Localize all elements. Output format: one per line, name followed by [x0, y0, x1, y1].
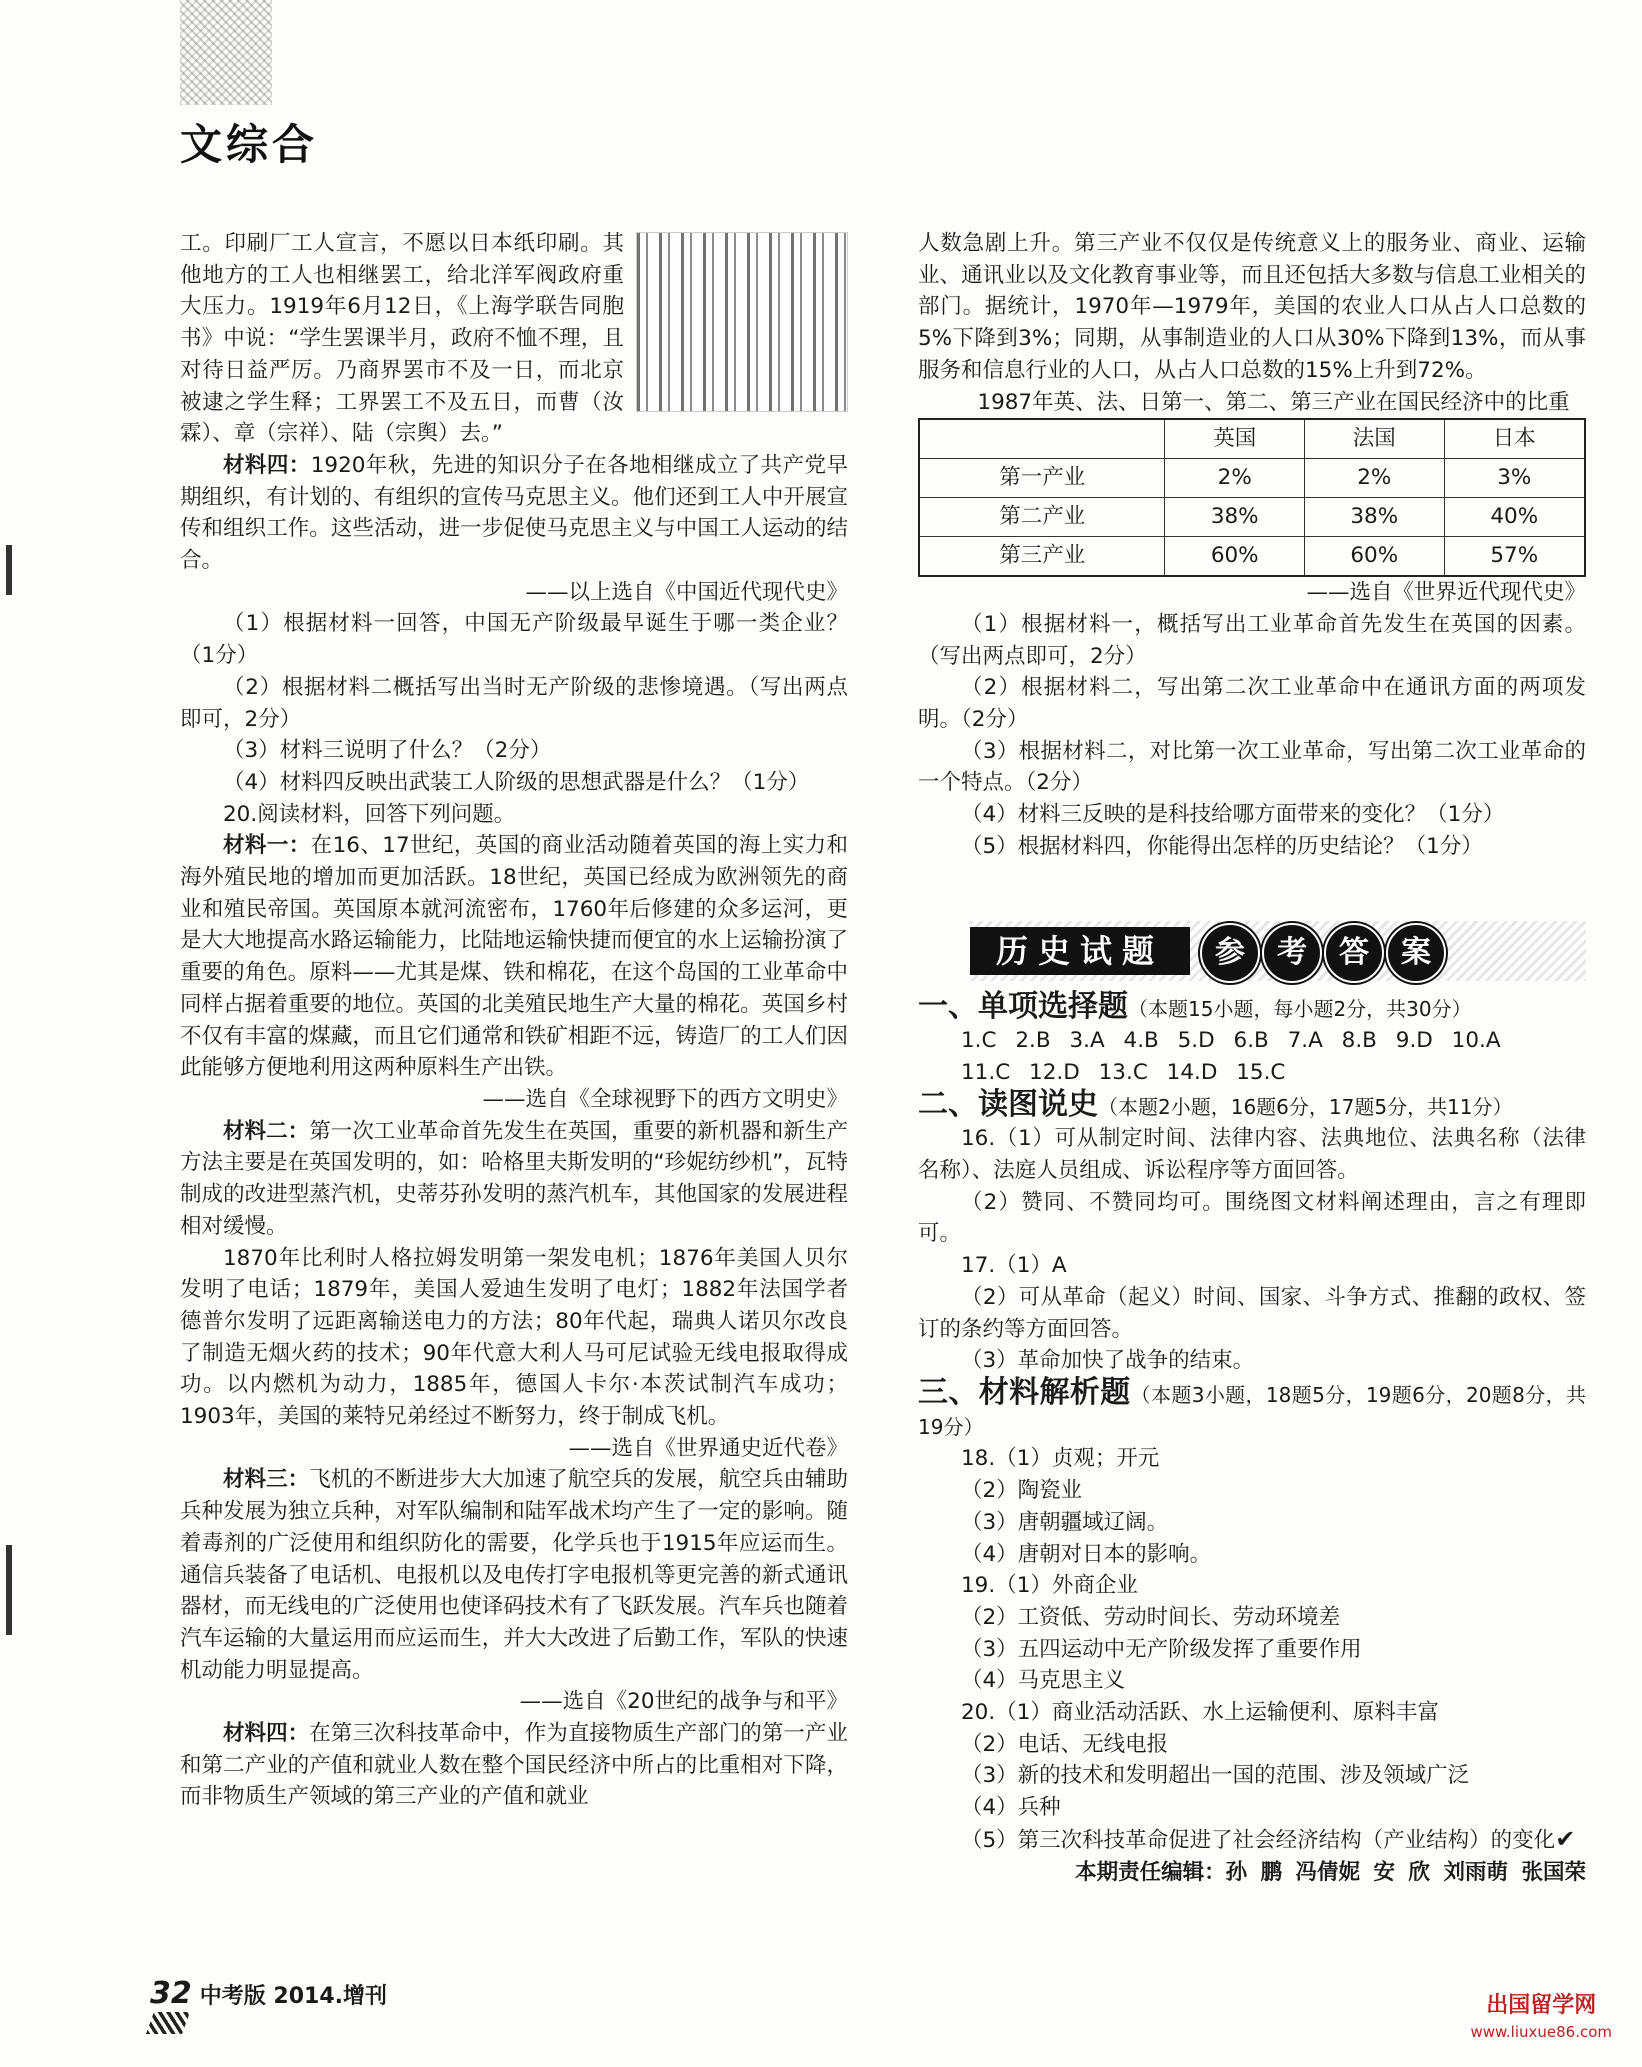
answer-line: （2）可从革命（起义）时间、国家、斗争方式、推翻的政权、签订的条约等方面回答。 — [918, 1284, 1586, 1342]
material-paragraph — [180, 1116, 848, 1243]
banner-char: 参 — [1200, 923, 1260, 983]
table-header-cell: 英国 — [1165, 419, 1305, 459]
paragraph: 1870年比利时人格拉姆发明第一架发电机；1876年美国人贝尔发明了电话；1879年，美国人爱迪生发明了电灯；1882年法国学者德普尔发明了远距离输送电力的方法；80年代起，瑞典人诺贝尔改良了制造无烟火药的技术；90年代意大利人马可尼试验无线电报取得成功。以内燃机为动力，1885年，德国人卡尔·本茨试制汽车成功；1903年，美国的莱特兄弟经过不断努力，终于制成飞机。 — [180, 1245, 848, 1430]
question: （1）根据材料一，概括写出工业革命首先发生在英国的因素。（写出两点即可，2分） — [918, 611, 1586, 669]
answer-section-heading — [918, 988, 1586, 1026]
left-column — [180, 228, 848, 1813]
question: （4）材料四反映出武装工人阶级的思想武器是什么？（1分） — [223, 769, 810, 795]
question-heading: 20.阅读材料，回答下列问题。 — [223, 801, 516, 827]
question: （4）材料三反映的是科技给哪方面带来的变化？（1分） — [961, 802, 1505, 828]
answer-section-heading — [918, 1086, 1586, 1124]
answer-line: （3）革命加快了战争的结束。 — [961, 1348, 1255, 1374]
checkmark-icon: ✔ — [1555, 1824, 1576, 1853]
paragraph: 工。印刷厂工人宣言，不愿以日本纸印刷。其他地方的工人也相继罢工，给北洋军阀政府重大压力。1919年6月12日，《上海学联告同胞书》中说：“学生罢课半月，政府不恤不理，且对待日益严厉。乃商界罢市不及一日，而北京被逮之学生释；工界罢工不及五日，而曹（汝霖）、章（宗祥）、陆（宗舆）去。” — [180, 231, 624, 447]
header-pattern — [180, 0, 272, 105]
question: （2）根据材料二，写出第二次工业革命中在通讯方面的两项发明。（2分） — [918, 675, 1586, 733]
source-citation: ——选自《全球视野下的西方文明史》 — [482, 1086, 848, 1112]
banner-title: 历史试题 — [970, 927, 1190, 975]
answer-line: （3）五四运动中无产阶级发挥了重要作用 — [961, 1636, 1362, 1662]
newspaper-clipping-image — [636, 232, 848, 412]
table-cell: 3% — [1444, 459, 1585, 498]
answer-line: （4）马克思主义 — [961, 1668, 1126, 1694]
table-row — [919, 537, 1585, 577]
section-heading-note: （本题2小题，16题6分，17题5分，共11分） — [1098, 1094, 1513, 1119]
answer-line: （4）兵种 — [961, 1795, 1061, 1821]
answer-line: 1.C 2.B 3.A 4.B 5.D 6.B 7.A 8.B 9.D 10.A — [961, 1028, 1501, 1054]
material-label: 材料四： — [223, 452, 311, 478]
material-paragraph — [180, 830, 848, 1084]
material-paragraph — [180, 1464, 848, 1686]
answer-section-heading — [918, 1374, 1587, 1443]
watermark-url: www.liuxue86.com — [1470, 2023, 1612, 2041]
question: （3）材料三说明了什么？（2分） — [223, 738, 552, 764]
banner-char: 考 — [1262, 923, 1322, 983]
watermark-title: 出国留学网 — [1486, 1993, 1597, 2018]
table-cell: 第二产业 — [919, 498, 1165, 537]
page-footer — [150, 1976, 387, 2011]
material-paragraph — [180, 1718, 848, 1813]
answer-line: （3）新的技术和发明超出一国的范围、涉及领域广泛 — [961, 1763, 1470, 1789]
answer-line: （2）工资低、劳动时间长、劳动环境差 — [961, 1604, 1341, 1630]
section-heading-note: （本题3小题，18题5分，19题6分，20题8分，共19分） — [918, 1382, 1587, 1439]
banner-char: 答 — [1324, 923, 1384, 983]
question: （5）根据材料四，你能得出怎样的历史结论？（1分） — [961, 833, 1483, 859]
material-text: 飞机的不断进步大大加速了航空兵的发展，航空兵由辅助兵种发展为独立兵种，对军队编制和陆军战术均产生了一定的影响。随着毒剂的广泛使用和组织防化的需要，化学兵也于1915年应运而生。通信兵装备了电话机、电报机以及电传打字电报机等更完善的新式通讯器材，而无线电的广泛使用也使译码技术有了飞跃发展。汽车兵也随着汽车运输的大量运用而应运而生，并大大改进了后勤工作，军队的快速机动能力明显提高。 — [180, 1467, 848, 1683]
section-heading-text: 三、材料解析题 — [918, 1374, 1131, 1410]
section-heading-note: （本题15小题，每小题2分，共30分） — [1128, 996, 1472, 1021]
answer-line: 18.（1）贞观；开元 — [961, 1446, 1160, 1472]
section-title: 文综合 — [180, 120, 319, 169]
answer-line: （2）赞同、不赞同均可。围绕图文材料阐述理由，言之有理即可。 — [918, 1189, 1586, 1247]
edition-label: 中考版 2014.增刊 — [199, 1984, 387, 2009]
paragraph: 人数急剧上升。第三产业不仅仅是传统意义上的服务业、商业、运输业、通讯业以及文化教育事业等，而且还包括大多数与信息工业相关的部门。据统计，1970年—1979年，美国的农业人口从占人口总数的5%下降到3%；同期，从事制造业的人口从30%下降到13%，而从事服务和信息行业的人口，从占人口总数的15%上升到72%。 — [918, 231, 1586, 383]
source-citation: ——选自《20世纪的战争与和平》 — [519, 1689, 848, 1715]
section-heading-text: 一、单项选择题 — [918, 988, 1128, 1024]
material-text: 在第三次科技革命中，作为直接物质生产部门的第一产业和第二产业的产值和就业人数在整个国民经济中所占的比重相对下降，而非物质生产领域的第三产业的产值和就业 — [180, 1721, 848, 1810]
question: （1）根据材料一回答，中国无产阶级最早诞生于哪一类企业？（1分） — [180, 611, 848, 669]
material-label: 材料一： — [223, 833, 311, 859]
material-label: 材料四： — [223, 1721, 310, 1747]
table-cell: 2% — [1165, 459, 1305, 498]
scan-edge-mark — [6, 545, 12, 595]
table-cell: 38% — [1304, 498, 1444, 537]
table-header-row — [919, 419, 1585, 459]
section-heading-text: 二、读图说史 — [918, 1086, 1098, 1122]
table-header-cell: 日本 — [1444, 419, 1585, 459]
material-label: 材料三： — [223, 1467, 310, 1493]
answer-line: 11.C 12.D 13.C 14.D 15.C — [961, 1059, 1286, 1085]
answer-line: 16.（1）可从制定时间、法律内容、法典地位、法典名称（法律名称）、法庭人员组成、诉讼程序等方面回答。 — [918, 1126, 1586, 1184]
scan-edge-mark — [6, 1545, 12, 1635]
table-row — [919, 498, 1585, 537]
question: （2）根据材料二概括写出当时无产阶级的悲惨境遇。（写出两点即可，2分） — [180, 674, 848, 732]
answer-line: 20.（1）商业活动活跃、水上运输便利、原料丰富 — [961, 1700, 1439, 1726]
table-cell: 第一产业 — [919, 459, 1165, 498]
footer-decoration — [146, 2012, 190, 2034]
answer-line: 17.（1）A — [961, 1253, 1067, 1279]
source-citation: ——以上选自《中国近代现代史》 — [525, 579, 848, 605]
question: （3）根据材料二，对比第一次工业革命，写出第二次工业革命的一个特点。（2分） — [918, 738, 1586, 796]
material-paragraph — [180, 450, 848, 577]
table-cell: 2% — [1304, 459, 1444, 498]
table-cell: 60% — [1165, 537, 1305, 577]
table-caption: 1987年英、法、日第一、第二、第三产业在国民经济中的比重 — [977, 389, 1570, 415]
table-row — [919, 459, 1585, 498]
source-citation: ——选自《世界通史近代卷》 — [568, 1435, 848, 1461]
answer-line: （3）唐朝疆域辽阔。 — [961, 1509, 1169, 1535]
material-text: 第一次工业革命首先发生在英国，重要的新机器和新生产方法主要是在英国发明的，如：哈格里夫斯发明的“珍妮纺纱机”，瓦特制成的改进型蒸汽机，史蒂芬孙发明的蒸汽机车，其他国家的发展进程相对缓慢。 — [180, 1118, 848, 1239]
table-cell: 57% — [1444, 537, 1585, 577]
answer-line: （4）唐朝对日本的影响。 — [961, 1541, 1212, 1567]
table-cell: 60% — [1304, 537, 1444, 577]
source-citation: ——选自《世界近代现代史》 — [1306, 580, 1586, 606]
table-cell: 40% — [1444, 498, 1585, 537]
answer-line: （2）电话、无线电报 — [961, 1731, 1169, 1757]
answer-key-banner — [970, 921, 1586, 981]
table-cell: 38% — [1165, 498, 1305, 537]
table-header-cell: 法国 — [1304, 419, 1444, 459]
table-header-cell — [919, 419, 1165, 459]
answer-line: （2）陶瓷业 — [961, 1478, 1083, 1504]
editors-credit: 本期责任编辑：孙 鹏 冯倩妮 安 欣 刘雨萌 张国荣 — [1075, 1859, 1586, 1885]
page-number: 32 — [150, 1976, 192, 2011]
watermark — [1470, 1993, 1612, 2045]
right-column — [918, 228, 1586, 1888]
material-text: 在16、17世纪，英国的商业活动随着英国的海上实力和海外殖民地的增加而更加活跃。18世纪，英国已经成为欧洲领先的商业和殖民帝国。英国原本就河流密布，1760年后修建的众多运河，更是大大地提高水路运输能力，比陆地运输快捷而便宜的水上运输扮演了重要的角色。原料——尤其是煤、铁和棉花，在这个岛国的工业革命中同样占据着重要的地位。英国的北美殖民地生产大量的棉花。英国乡村不仅有丰富的煤藏，而且它们通常和铁矿相距不远，铸造厂的工人们因此能够方便地利用这两种原料生产出铁。 — [180, 833, 848, 1081]
banner-circles — [1200, 923, 1448, 983]
answer-line — [918, 1824, 1586, 1857]
banner-char: 案 — [1386, 923, 1446, 983]
material-label: 材料二： — [223, 1118, 310, 1144]
answer-text: （5）第三次科技革命促进了社会经济结构（产业结构）的变化 — [961, 1827, 1556, 1853]
table-cell: 第三产业 — [919, 537, 1165, 577]
answer-line: 19.（1）外商企业 — [961, 1573, 1138, 1599]
material-text: 1920年秋，先进的知识分子在各地相继成立了共产党早期组织，有计划的、有组织的宣传马克思主义。他们还到工人中开展宣传和组织工作。这些活动，进一步促使马克思主义与中国工人运动的结合。 — [180, 452, 848, 574]
industry-share-table — [918, 418, 1586, 577]
